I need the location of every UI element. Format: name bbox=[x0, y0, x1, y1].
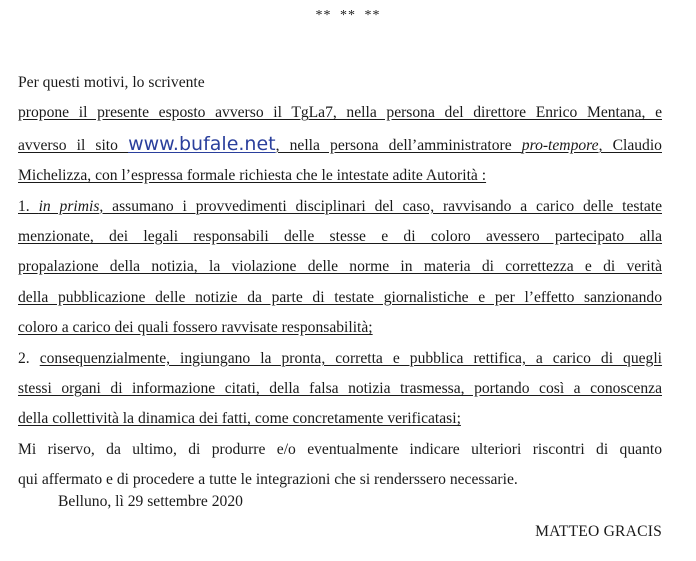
proposal-line-3: Michelizza, con l’espressa formale richiesta che le intestate adite Autorità : bbox=[18, 167, 487, 185]
intro-line: Per questi motivi, lo scrivente bbox=[18, 74, 205, 91]
item2-line-1 bbox=[18, 344, 662, 374]
item1-line-2 bbox=[18, 222, 662, 252]
closing-line-1 bbox=[18, 435, 662, 465]
item1-line-5: coloro a carico dei quali fossero ravvisate responsabilità; bbox=[18, 319, 373, 337]
proposal-text-2c: , Claudio bbox=[598, 136, 662, 154]
signature: MATTEO GRACIS bbox=[535, 523, 662, 540]
item1-text-4: della pubblicazione delle notizie da parte di testate giornalistiche e per l’effetto sanzionando bbox=[18, 288, 662, 306]
item2-line-3: della collettività la dinamica dei fatti, come concretamente verificatasi; bbox=[18, 410, 461, 428]
proposal-text-2b: , nella persona dell’amministratore bbox=[275, 136, 522, 154]
item1-text-2: menzionate, dei legali responsabili delle stesse e di coloro avessero partecipato alla bbox=[18, 228, 662, 246]
proposal-line-1 bbox=[18, 98, 662, 128]
item1-text-3: propalazione della notizia, la violazione delle norme in materia di correttezza e di verità bbox=[18, 258, 662, 276]
place-date: Belluno, lì 29 settembre 2020 bbox=[58, 493, 243, 510]
bufale-link[interactable]: www.bufale.net bbox=[128, 132, 276, 155]
item1-line-4 bbox=[18, 283, 662, 313]
item1-text-1: , assumano i provvedimenti disciplinari del caso, ravvisando a carico delle testate bbox=[99, 197, 662, 215]
in-primis-text: in primis bbox=[38, 197, 100, 215]
item2-text-1: consequenzialmente, ingiungano la pronta, corretta e pubblica rettifica, a carico di quegli bbox=[39, 349, 663, 367]
closing-text-1: Mi riservo, da ultimo, di produrre e/o eventualmente indicare ulteriori riscontri di quanto bbox=[18, 440, 662, 458]
proposal-line-2 bbox=[18, 129, 662, 161]
document-body bbox=[18, 68, 662, 496]
item1-number: 1. bbox=[18, 197, 39, 215]
item1-line-3 bbox=[18, 252, 662, 282]
item2-line-2 bbox=[18, 374, 662, 404]
closing-line-2: qui affermato e di procedere a tutte le integrazioni che si renderssero necessarie. bbox=[18, 471, 518, 489]
pro-tempore-text: pro-tempore bbox=[521, 136, 599, 154]
section-separator: ** ** ** bbox=[315, 8, 381, 23]
item2-text-2: stessi organi di informazione citati, della falsa notizia trasmessa, portando così a conoscenza bbox=[18, 380, 662, 398]
item2-number: 2. bbox=[18, 349, 40, 367]
proposal-text-2a: avverso il sito bbox=[18, 136, 129, 154]
proposal-text-1: propone il presente esposto avverso il TgLa7, nella persona del direttore Enrico Mentana, e bbox=[18, 104, 662, 122]
item1-line-1 bbox=[18, 192, 662, 222]
